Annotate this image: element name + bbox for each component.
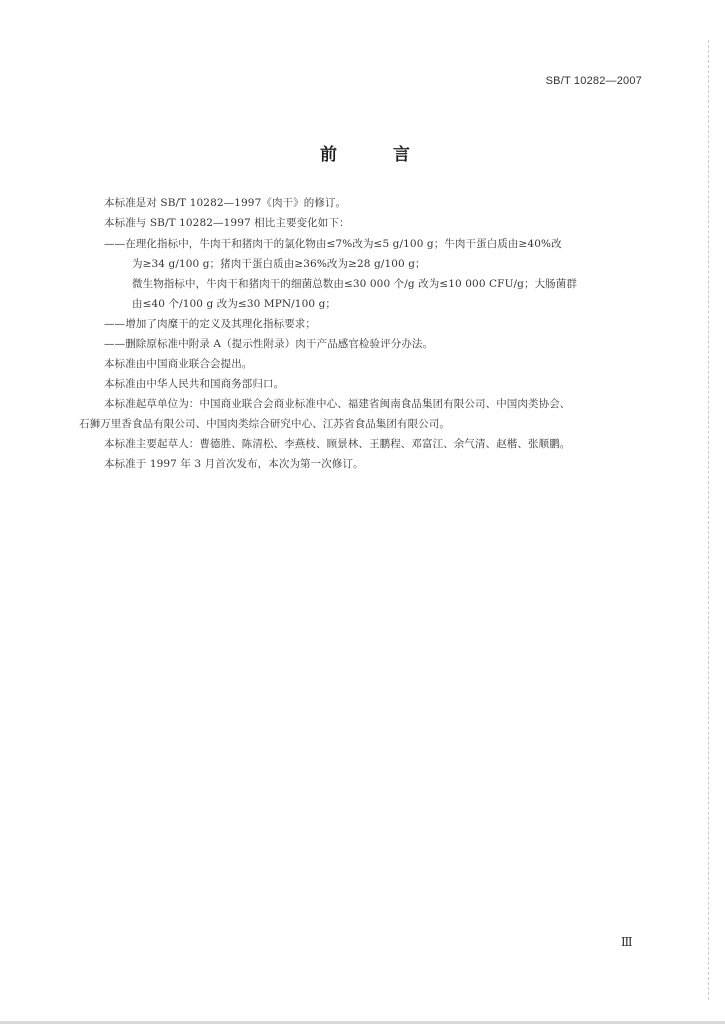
body-line-7: ——增加了肉糜干的定义及其理化指标要求； [104, 318, 316, 330]
body-line-9: 本标准由中国商业联合会提出。 [104, 358, 253, 370]
body-line-2: 本标准与 SB/T 10282—1997 相比主要变化如下： [104, 217, 350, 229]
body-line-14: 本标准于 1997 年 3 月首次发布，本次为第一次修订。 [104, 458, 364, 470]
page-title [320, 140, 410, 165]
body-line-6: 由≤40 个/100 g 改为≤30 MPN/100 g； [132, 298, 337, 310]
body-line-13: 本标准主要起草人：曹德胜、陈清松、李燕枝、顾景林、王鹏程、邓富江、余气清、赵楷、张顺鹏。 [104, 438, 571, 450]
body-line-5: 微生物指标中，牛肉干和猪肉干的细菌总数由≤30 000 个/g 改为≤10 000 CFU/g；大肠菌群 [132, 278, 577, 290]
body-line-10: 本标准由中华人民共和国商务部归口。 [104, 378, 285, 390]
body-line-1: 本标准是对 SB/T 10282—1997《肉干》的修订。 [104, 197, 347, 209]
page-number: Ⅲ [621, 935, 633, 949]
scan-edge-right [708, 40, 709, 1000]
body-line-12: 石狮万里香食品有限公司、中国肉类综合研究中心、江苏省食品集团有限公司。 [79, 418, 450, 430]
body-line-3: ——在理化指标中，牛肉干和猪肉干的氯化物由≤7%改为≤5 g/100 g；牛肉干蛋白质由≥40%改 [104, 238, 562, 250]
body-line-4: 为≥34 g/100 g；猪肉干蛋白质由≥36%改为≥28 g/100 g； [132, 258, 426, 270]
title-char-1: 前 [320, 145, 337, 165]
body-line-11: 本标准起草单位为：中国商业联合会商业标准中心、福建省闽南食品集团有限公司、中国肉类协会、 [104, 398, 571, 410]
body-line-8: ——删除原标准中附录 A（提示性附录）肉干产品感官检验评分办法。 [104, 338, 434, 350]
standard-code: SB/T 10282—2007 [545, 75, 642, 87]
title-char-2: 言 [393, 145, 410, 165]
